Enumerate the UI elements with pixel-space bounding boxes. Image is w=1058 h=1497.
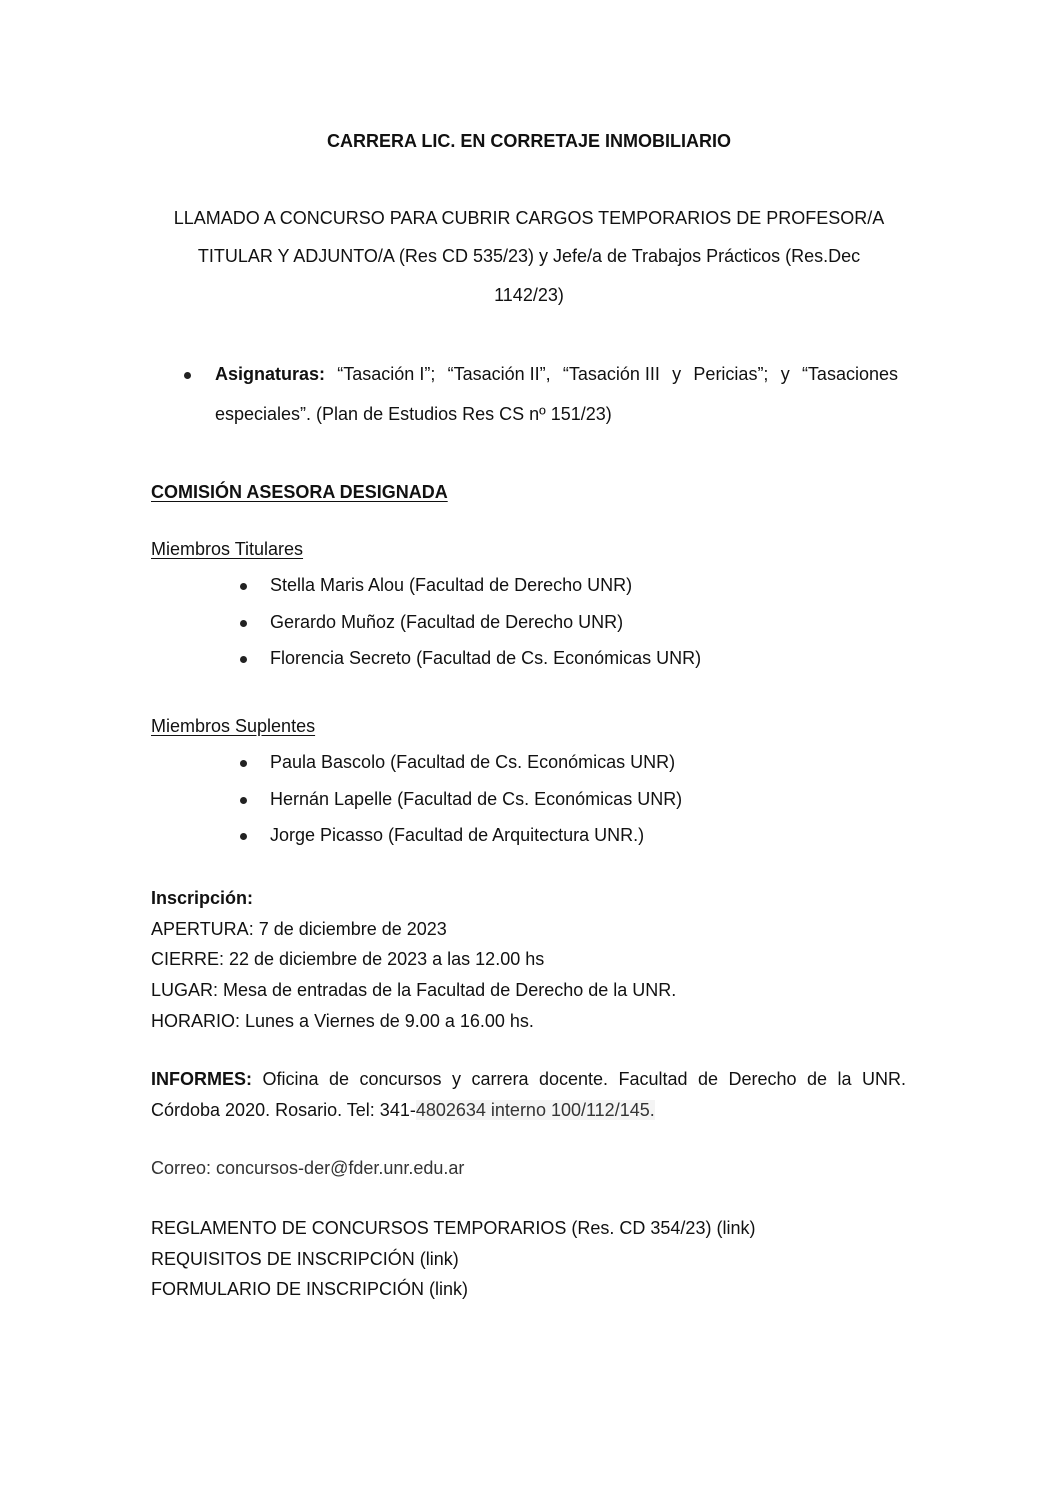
inscription-heading: Inscripción:: [151, 888, 254, 908]
inscription-cierre: CIERRE: 22 de diciembre de 2023 a las 12.00 hs: [151, 949, 545, 969]
informes-word: concursos: [359, 1069, 442, 1089]
subject-word: y: [780, 364, 790, 384]
subject-word: Pericias”;: [693, 364, 769, 384]
call-title-line-2: TITULAR Y ADJUNTO/A (Res CD 535/23) y Jefe/a de Trabajos Prácticos (Res.Dec: [197, 246, 861, 266]
subjects-line-1: [215, 364, 898, 385]
informes-word: de: [807, 1069, 828, 1089]
call-title-line-3: 1142/23): [494, 285, 564, 305]
bullet-icon: [240, 797, 247, 804]
suplente-member: Paula Bascolo (Facultad de Cs. Económicas UNR): [270, 752, 676, 772]
informes-word: de: [328, 1069, 349, 1089]
bullet-icon: [240, 620, 247, 627]
suplentes-label: Miembros Suplentes: [151, 716, 316, 736]
subject-word: “Tasación III: [562, 364, 660, 384]
titular-member: Stella Maris Alou (Facultad de Derecho UNR): [270, 575, 633, 595]
formulario-link[interactable]: FORMULARIO DE INSCRIPCIÓN (link): [151, 1279, 469, 1299]
call-title-line-1: LLAMADO A CONCURSO PARA CUBRIR CARGOS TEMPORARIOS DE PROFESOR/A: [173, 208, 885, 228]
bullet-icon: [240, 760, 247, 767]
informes-phone: 4802634 interno 100/112/145.: [415, 1100, 655, 1120]
email-line[interactable]: Correo: concursos-der@fder.unr.edu.ar: [151, 1158, 465, 1178]
titular-member: Florencia Secreto (Facultad de Cs. Económicas UNR): [270, 648, 702, 668]
subject-word: “Tasación II”,: [447, 364, 551, 384]
requisitos-link[interactable]: REQUISITOS DE INSCRIPCIÓN (link): [151, 1249, 459, 1269]
suplente-member: Jorge Picasso (Facultad de Arquitectura UNR.): [270, 825, 645, 845]
bullet-icon: [240, 583, 247, 590]
informes-word: Facultad: [618, 1069, 688, 1089]
career-title: CARRERA LIC. EN CORRETAJE INMOBILIARIO: [326, 131, 731, 151]
titular-member: Gerardo Muñoz (Facultad de Derecho UNR): [270, 612, 624, 632]
informes-word: Derecho: [728, 1069, 797, 1089]
titulares-label: Miembros Titulares: [151, 539, 304, 559]
informes-word: docente.: [538, 1069, 608, 1089]
informes-address: Córdoba 2020. Rosario. Tel: 341-: [151, 1100, 416, 1120]
suplente-member: Hernán Lapelle (Facultad de Cs. Económicas UNR): [270, 789, 683, 809]
informes-line-2: [151, 1100, 655, 1121]
informes-label: INFORMES:: [151, 1069, 252, 1089]
commission-heading: COMISIÓN ASESORA DESIGNADA: [151, 482, 448, 502]
informes-word: de: [697, 1069, 719, 1089]
reglamento-link[interactable]: REGLAMENTO DE CONCURSOS TEMPORARIOS (Res. CD 354/23) (link): [151, 1218, 756, 1238]
informes-word: y: [451, 1069, 461, 1089]
subject-word: “Tasaciones: [801, 364, 898, 384]
informes-word: UNR.: [861, 1069, 906, 1089]
informes-word: Oficina: [262, 1069, 319, 1089]
subjects-label: Asignaturas:: [215, 364, 326, 384]
subject-word: “Tasación I”;: [337, 364, 436, 384]
inscription-apertura: APERTURA: 7 de diciembre de 2023: [151, 919, 447, 939]
informes-word: carrera: [471, 1069, 529, 1089]
subject-word: y: [672, 364, 682, 384]
bullet-icon: [240, 833, 247, 840]
bullet-icon: [184, 372, 191, 379]
informes-line-1: [151, 1069, 906, 1090]
subjects-line-2: especiales”. (Plan de Estudios Res CS nº 151/23): [215, 404, 612, 424]
inscription-horario: HORARIO: Lunes a Viernes de 9.00 a 16.00 hs.: [151, 1011, 534, 1031]
bullet-icon: [240, 656, 247, 663]
inscription-lugar: LUGAR: Mesa de entradas de la Facultad de Derecho de la UNR.: [151, 980, 677, 1000]
informes-word: la: [837, 1069, 852, 1089]
